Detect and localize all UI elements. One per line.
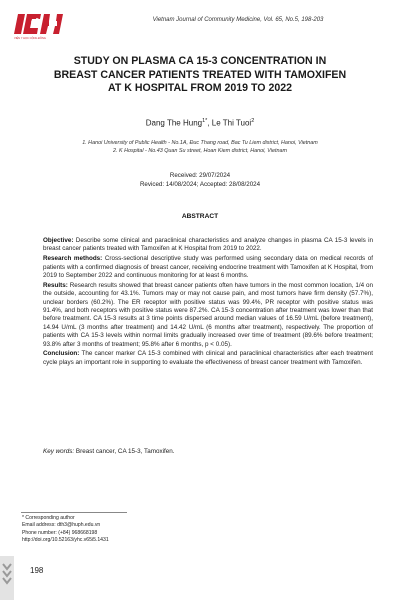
footnote-divider [21, 512, 127, 513]
keywords-value: Breast cancer, CA 15-3, Tamoxifen. [74, 448, 175, 455]
section-text: Research results showed that breast cancer patients often have tumors in the most common location, 1/4 on the outside, accounting for 43.1%. Tumors may or may not cause pain, and most tumors have firm density (57.7%), unclear borders (60.2%). The ER receptor with positive status was 99.4%, PR receptor with positive status was 91.4%, and both receptors with positive status were 87.2%. CA 15-3 concentration after treatment was lower than that before treatment. CA 15-3 results at 3 time points dispersed around median values of 16.59 U/mL (before treatment), 14.94 U/mL (3 months after treatment) and 14.42 U/mL (6 months after treatment), respectively. The proportion of patients with CA 15-3 levels within normal limits gradually increased over time of treatment (89.6% before treatment; 93.8% after 3 months of treatment; 95.8% after 6 months, p < 0.05). [43, 281, 373, 348]
title-line: STUDY ON PLASMA CA 15-3 CONCENTRATION IN [73, 55, 327, 67]
section-text: Cross-sectional descriptive study was performed using secondary data on medical records of patients with a confirmed diagnosis of breast cancer, receiving endocrine treatment with Tamoxifen at K Hospital, from 2019 to September 2022 and continuous monitoring for at least 6 months. [43, 255, 373, 280]
logo-text: VIỆN Y HỌC CỘNG ĐỒNG [14, 37, 46, 40]
section-text: Describe some clinical and paraclinical characteristics and analyze changes in plasma CA 15-3 levels in breast cancer patients treated with Tamoxifen at K Hospital from 2019 to 2022. [43, 237, 373, 253]
phone-number: Phone number: (+84) 968668198 [22, 529, 98, 536]
author-name: Le Thi Tuoi [211, 118, 252, 128]
affiliation-item: 1. Hanoi University of Public Health - No.1A, Đuc Thang road, Bac Tu Liem district, Hanoi, Vietnam [82, 140, 318, 146]
title-line: AT K HOSPITAL FROM 2019 TO 2022 [107, 82, 293, 95]
paper-title [30, 55, 370, 96]
abstract-body [43, 237, 373, 369]
email-address: Email address: dth3@huph.edu.vn [22, 522, 101, 529]
title-line: BREAST CANCER PATIENTS TREATED WITH TAMOXIFEN [53, 68, 347, 81]
section-label: Conclusion: [43, 350, 80, 358]
abstract-conclusion [43, 350, 373, 367]
affiliation-item: 2. K Hospital - No.43 Quan Su street, Hoan Kiem district, Hanoi, Vietnam [113, 148, 287, 155]
author-list [20, 118, 380, 128]
logo-mark-icon [14, 12, 64, 36]
author-name: Dang The Hung [145, 118, 203, 128]
page-edge-tab [0, 556, 14, 600]
author-separator: , [207, 118, 212, 128]
doi-link[interactable]: http://doi.org/10.52163/yhc.v65i5.1431 [22, 537, 109, 544]
section-label: Objective: [43, 237, 74, 244]
section-label: Results: [43, 281, 68, 289]
journal-logo [14, 12, 64, 44]
footnote [22, 515, 242, 545]
affiliations [20, 139, 380, 155]
corresponding-author-note: * Corresponding author [22, 515, 75, 521]
author-affiliation-mark: 2 [251, 118, 255, 124]
keywords [43, 448, 373, 455]
abstract-methods [43, 255, 373, 280]
abstract-results [43, 282, 373, 349]
chevron-down-icon [0, 556, 14, 600]
submission-dates [20, 171, 380, 189]
author-affiliation-mark: 1* [202, 118, 208, 124]
section-label: Research methods: [43, 255, 103, 263]
revised-accepted-date: Reviced: 14/08/2024; Accepted: 28/08/2024 [139, 181, 261, 188]
keywords-label: Key words: [43, 448, 75, 455]
abstract-heading: ABSTRACT [181, 213, 219, 220]
section-text: The cancer marker CA 15-3 combined with clinical and paraclinical characteristics after each treatment cycle plays an important role in supporting to evaluate the effectiveness of breast cancer treatment with Tamoxifen. [43, 350, 373, 366]
abstract-objective [43, 237, 373, 254]
received-date: Received: 29/07/2024 [169, 172, 231, 179]
journal-header: Vietnam Journal of Community Medicine, Vol. 65, No.5, 198-203 [152, 17, 324, 23]
page-number: 198 [30, 566, 44, 575]
